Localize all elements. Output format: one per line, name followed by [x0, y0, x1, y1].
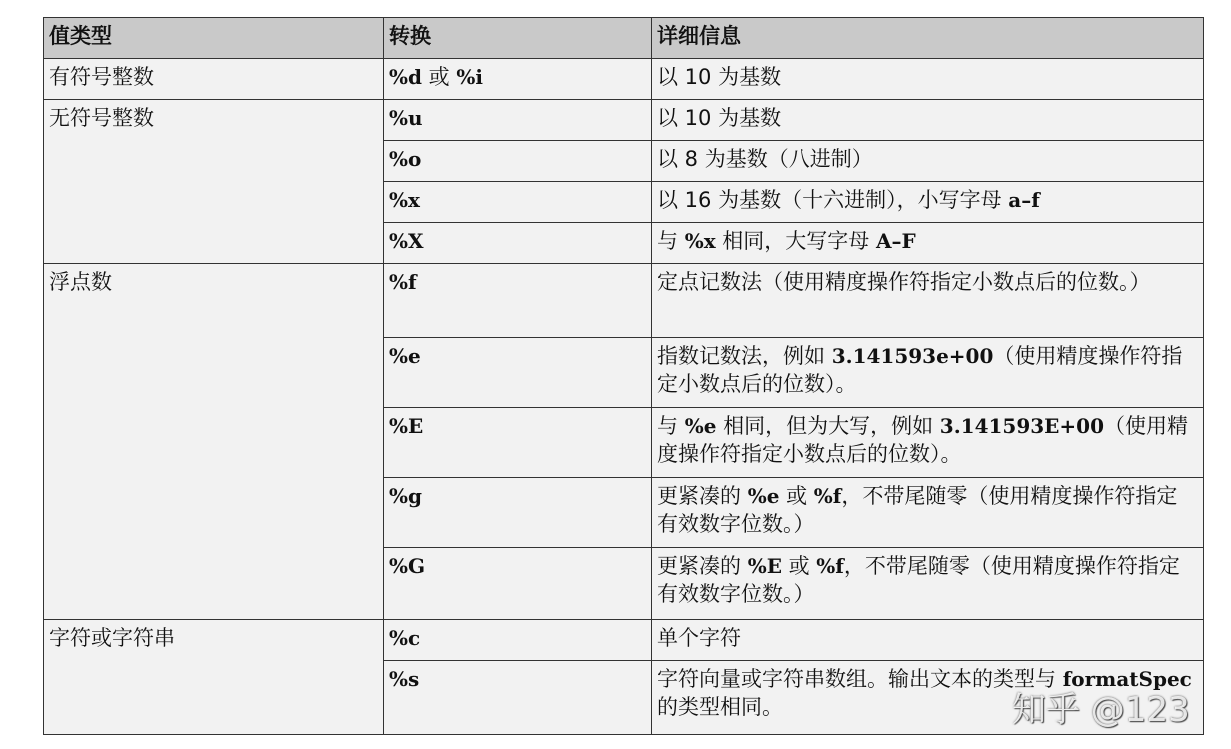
- conversion-cell: [384, 408, 652, 478]
- text: ，不带尾随零（使用精度操作符指定有效数字位数。）: [657, 484, 1178, 536]
- text: 定点记数法（使用精度操作符指定小数点后的位数。）: [657, 270, 1151, 294]
- conversion-cell: [384, 661, 652, 735]
- code-text: %f: [389, 270, 417, 294]
- conversion-cell: [384, 100, 652, 141]
- conversion-cell: [384, 264, 652, 338]
- conversion-cell: [384, 548, 652, 620]
- conversion-cell: [384, 182, 652, 223]
- text: 与: [657, 229, 685, 253]
- conversion-cell: [384, 223, 652, 264]
- conversion-cell: [384, 338, 652, 408]
- header-value-type: 值类型: [44, 18, 384, 59]
- text: 更紧凑的: [657, 554, 748, 578]
- text: 与: [657, 414, 685, 438]
- details-cell: [652, 59, 1204, 100]
- details-cell: [652, 141, 1204, 182]
- value-type-cell: 无符号整数: [44, 100, 384, 264]
- code-text: 3.141593e+00: [831, 344, 994, 368]
- text: 指数记数法，例如: [657, 344, 832, 368]
- table-row: [44, 100, 1204, 141]
- header-row: [44, 18, 1204, 59]
- value-type-cell: 有符号整数: [44, 59, 384, 100]
- details-cell: [652, 264, 1204, 338]
- code-text: 3.141593E+00: [939, 414, 1104, 438]
- header-details: 详细信息: [652, 18, 1204, 59]
- text: 以 10 为基数: [657, 65, 782, 89]
- code-text: %c: [389, 626, 421, 650]
- code-text: %s: [389, 667, 420, 691]
- text: 或: [781, 554, 817, 578]
- code-text: %x: [389, 188, 420, 212]
- details-cell: [652, 100, 1204, 141]
- watermark: 知乎 @123: [1012, 690, 1190, 730]
- details-cell: [652, 338, 1204, 408]
- details-cell: [652, 182, 1204, 223]
- text: 的类型相同。: [657, 695, 783, 719]
- code-text: %E: [389, 414, 424, 438]
- text: 相同，但为大写，例如: [716, 414, 940, 438]
- text: ，不带尾随零（使用精度操作符指定有效数字位数。）: [657, 554, 1180, 606]
- details-cell: [652, 620, 1204, 661]
- code-text: %f: [816, 554, 844, 578]
- code-text: %e: [747, 484, 780, 508]
- text: 以 10 为基数: [657, 106, 782, 130]
- text: 单个字符: [657, 626, 741, 650]
- code-text: A–F: [875, 229, 916, 253]
- code-text: %f: [813, 484, 842, 508]
- table-row: [44, 620, 1204, 661]
- text: （使用精度操作符指定小数点后的位数）。: [657, 414, 1188, 466]
- code-text: %d: [389, 65, 422, 89]
- code-text: %g: [389, 484, 422, 508]
- value-type-cell: 浮点数: [44, 264, 384, 620]
- conversion-cell: [384, 59, 652, 100]
- code-text: %e: [684, 414, 717, 438]
- code-text: a–f: [1008, 188, 1040, 212]
- text: 相同，大写字母: [715, 229, 876, 253]
- text: 字符向量或字符串数组。输出文本的类型与: [657, 667, 1063, 691]
- code-text: %u: [389, 106, 423, 130]
- table-row: [44, 59, 1204, 100]
- format-spec-table: [43, 17, 1204, 735]
- code-text: %i: [456, 65, 483, 89]
- code-text: %o: [389, 147, 422, 171]
- text: 或: [779, 484, 814, 508]
- text: 或: [422, 65, 457, 89]
- code-text: %E: [747, 554, 782, 578]
- header-conversion: 转换: [384, 18, 652, 59]
- text: 更紧凑的: [657, 484, 748, 508]
- text: 以 8 为基数（八进制）: [657, 147, 873, 171]
- details-cell: [652, 408, 1204, 478]
- text: 以 16 为基数（十六进制），小写字母: [657, 188, 1009, 212]
- code-text: %x: [684, 229, 716, 253]
- value-type-cell: 字符或字符串: [44, 620, 384, 735]
- conversion-cell: [384, 620, 652, 661]
- table-row: [44, 264, 1204, 338]
- conversion-cell: [384, 478, 652, 548]
- details-cell: [652, 548, 1204, 620]
- code-text: %e: [389, 344, 421, 368]
- details-cell: [652, 478, 1204, 548]
- conversion-cell: [384, 141, 652, 182]
- details-cell: [652, 223, 1204, 264]
- code-text: formatSpec: [1062, 667, 1192, 691]
- code-text: %X: [389, 229, 424, 253]
- text: （使用精度操作符指定小数点后的位数）。: [657, 344, 1183, 396]
- code-text: %G: [389, 554, 426, 578]
